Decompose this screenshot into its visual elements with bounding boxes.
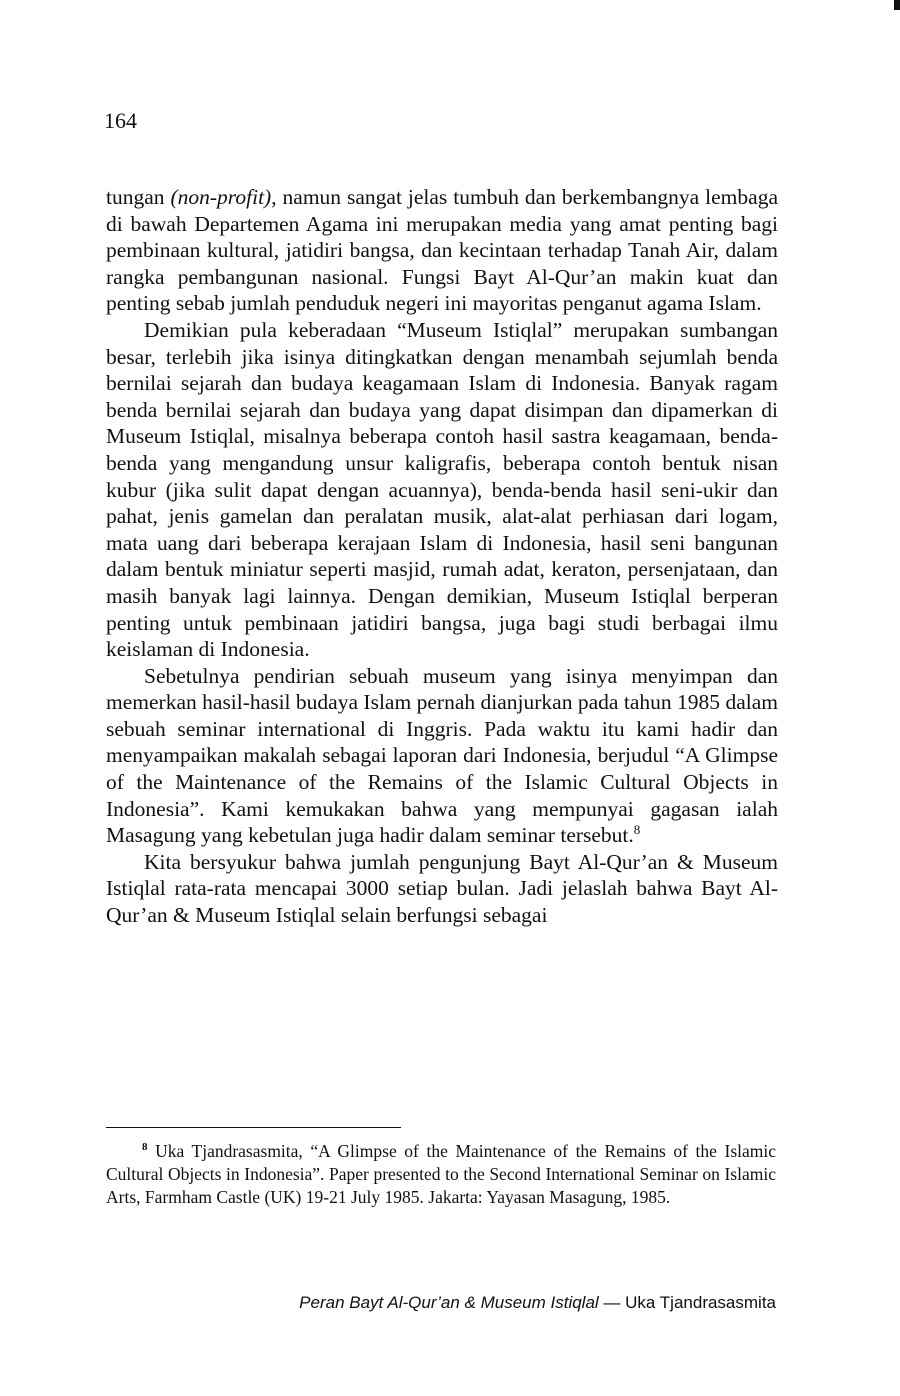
paragraph-4: Kita bersyukur bahwa jumlah pengunjung Bayt Al-Qur’an & Museum Istiqlal rata-rata mencapai 3000 setiap bulan. Jadi jelaslah bahwa Bayt Al-Qur’an & Museum Istiqlal selain berfungsi sebagai [106, 849, 778, 928]
running-footer [299, 1292, 776, 1314]
footnote-marker: 8 [142, 1141, 148, 1154]
non-profit-italic: (non-profit) [170, 185, 272, 209]
page-number: 164 [104, 108, 137, 133]
paragraph-3 [106, 663, 778, 849]
book-title: Peran Bayt Al-Qur’an & Museum Istiqlal [299, 1293, 599, 1312]
footnote-reference[interactable]: 8 [633, 822, 641, 838]
footnote-divider [106, 1127, 401, 1128]
paragraph-1 [106, 184, 778, 317]
footnote-text: Uka Tjandrasasmita, “A Glimpse of the Maintenance of the Remains of the Islamic Cultural Objects in Indonesia”. Paper presented to the Second International Seminar on Islamic Arts, Farmham Castle (UK) 19-21 July 1985. Jakarta: Yayasan Masagung, 1985. [106, 1141, 777, 1208]
scan-corner-mark [894, 0, 900, 10]
paragraph-3-text: Sebetulnya pendirian sebuah museum yang isinya menyimpan dan memerkan hasil-hasil budaya Islam pernah dianjurkan pada tahun 1985 dalam sebuah seminar international di Inggris. Pada waktu itu kami hadir dan menyampaikan makalah sebagai laporan dari Indonesia, berjudul “A Glimpse of the Maintenance of the Remains of the Islamic Cultural Objects in Indonesia”. Kami kemukakan bahwa yang mempunyai gagasan ialah Masagung yang kebetulan juga hadir dalam seminar tersebut. [106, 663, 778, 848]
footnote [106, 1140, 776, 1210]
body-text [106, 184, 778, 929]
paragraph-2: Demikian pula keberadaan “Museum Istiqlal” merupakan sumbangan besar, terlebih jika isinya ditingkatkan dengan menambah sejumlah benda bernilai sejarah dan budaya keagamaan Islam di Indonesia. Banyak ragam benda bernilai sejarah dan budaya yang dapat disimpan dan dipamerkan di Museum Istiqlal, misalnya beberapa contoh hasil sastra keagamaan, benda-benda yang mengandung unsur kaligrafis, beberapa contoh bentuk nisan kubur (jika sulit dapat dengan acuannya), benda-benda hasil seni-ukir dan pahat, jenis gamelan dan peralatan musik, alat-alat perhiasan dari logam, mata uang dari beberapa kerajaan Islam di Indonesia, hasil seni bangunan dalam bentuk miniatur seperti masjid, rumah adat, keraton, persenjataan, dan masih banyak lagi lainnya. Dengan demikian, Museum Istiqlal berperan penting untuk pembinaan jatidiri bangsa, juga bagi studi berbagai ilmu keislaman di Indonesia. [106, 317, 778, 662]
footer-author: Uka Tjandrasasmita [625, 1293, 776, 1312]
paragraph-1-rest: , namun sangat jelas tumbuh dan berkembangnya lembaga di bawah Departemen Agama ini merupakan media yang amat penting bagi pembinaan kultural, jatidiri bangsa, dan kecintaan terhadap Tanah Air, dalam rangka pembangunan nasional. Fungsi Bayt Al-Qur’an makin kuat dan penting sebab jumlah penduduk negeri ini mayoritas penganut agama Islam. [106, 185, 778, 316]
paragraph-1-start: tungan [106, 185, 171, 209]
footer-separator: — [598, 1293, 626, 1312]
